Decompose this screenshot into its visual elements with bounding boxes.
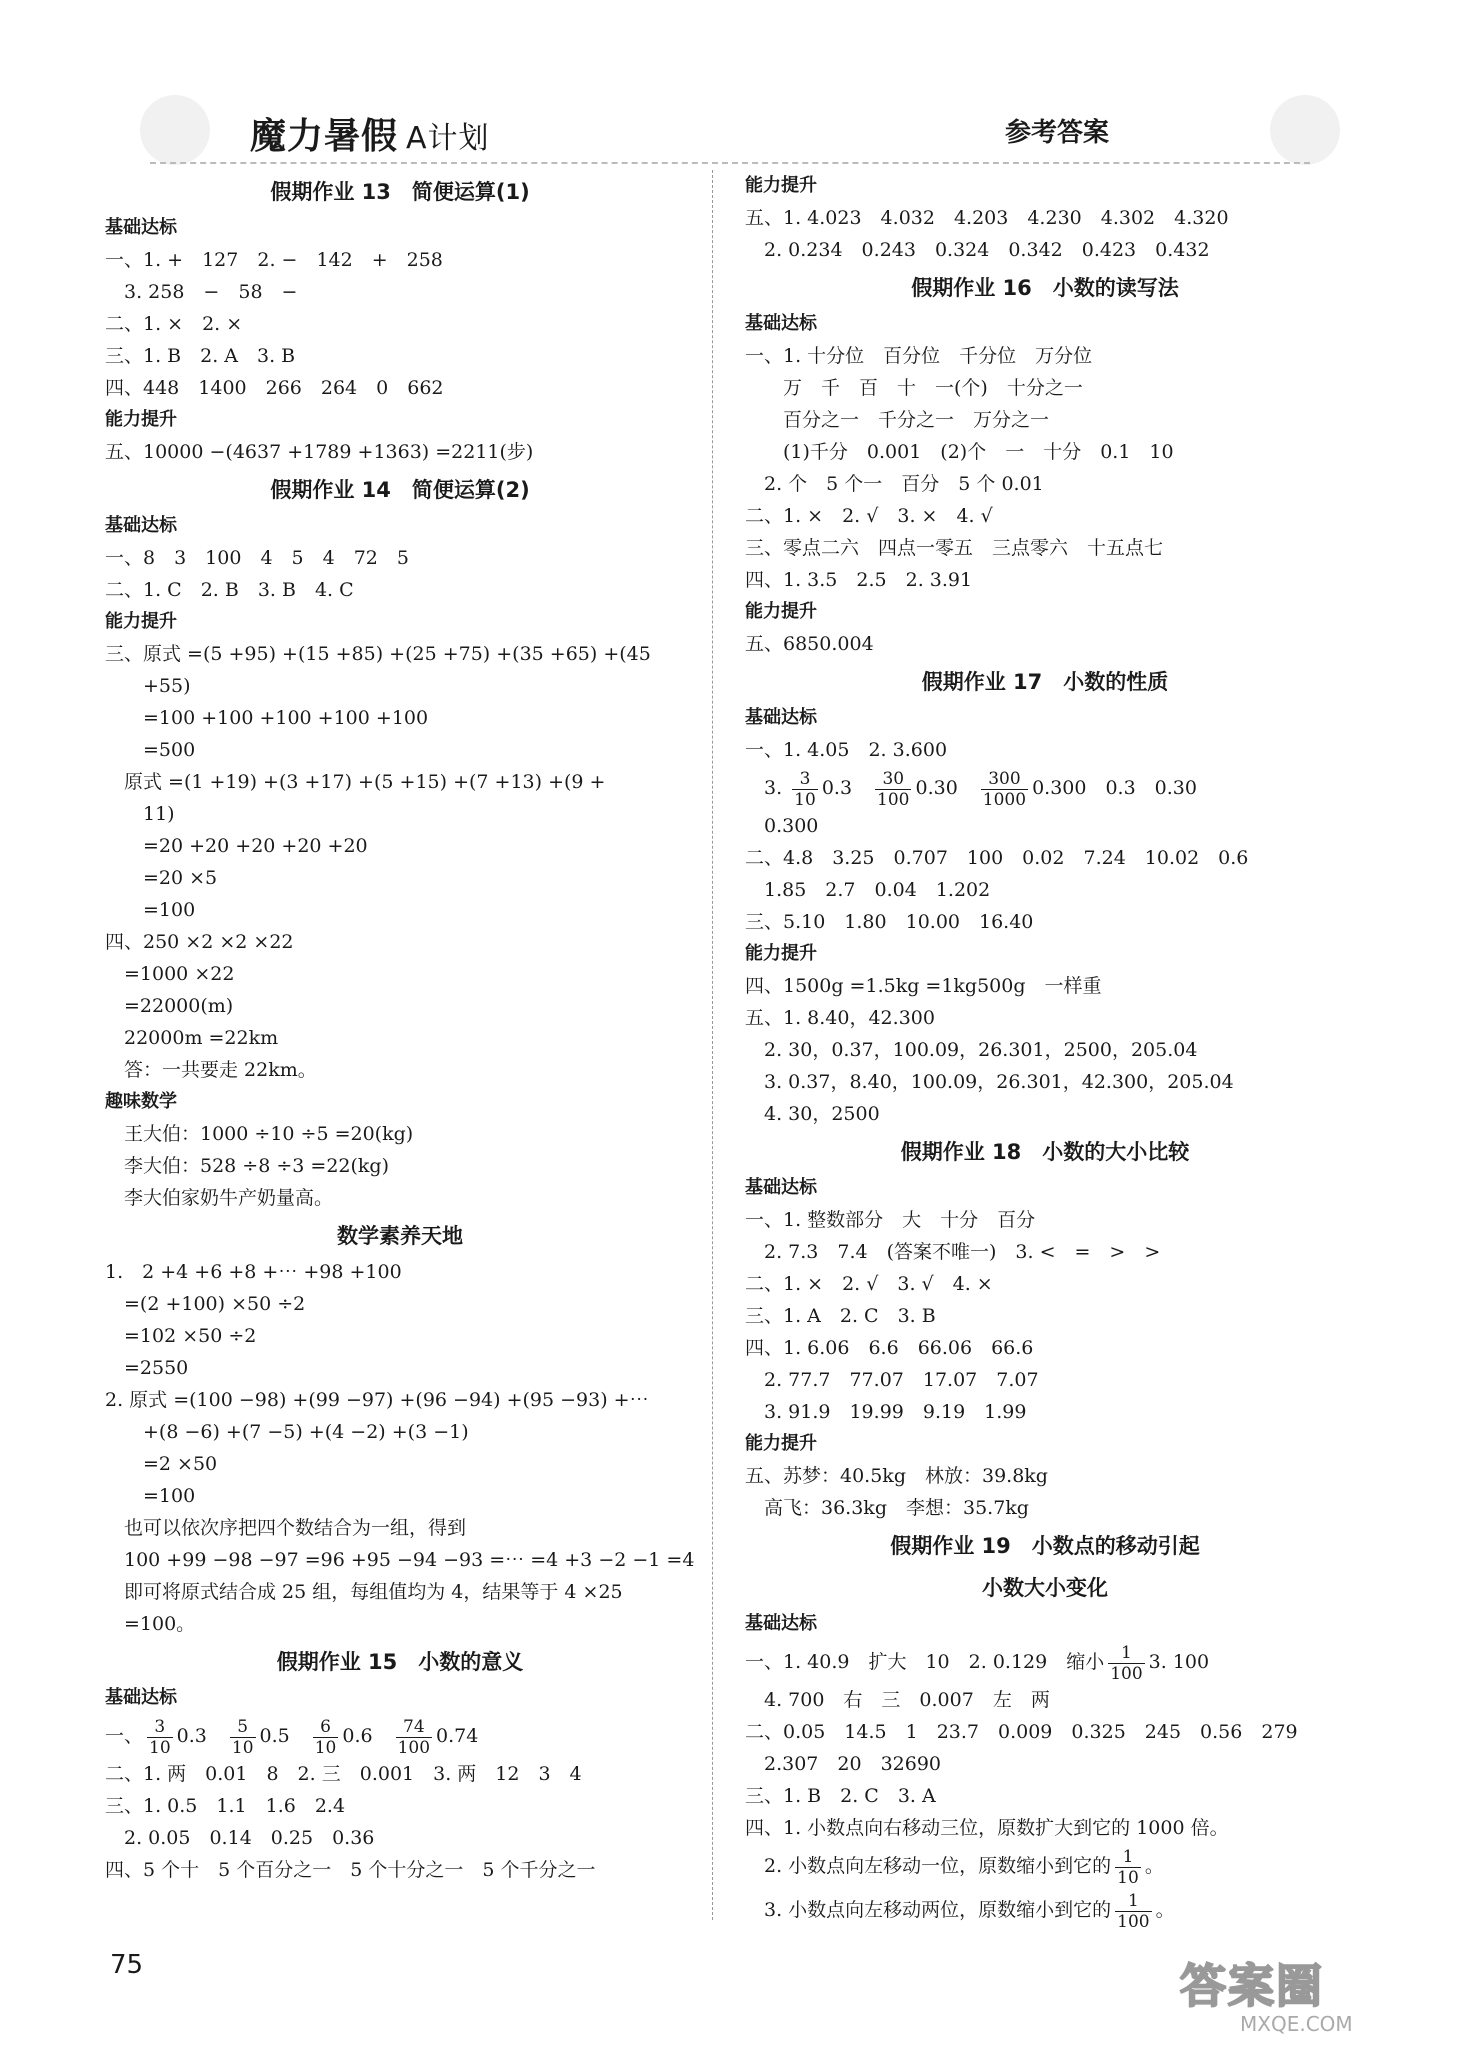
answer-text: 0.3: [821, 777, 872, 799]
section-label: 基础达标: [745, 313, 817, 334]
answer-text: 0.3: [176, 1725, 226, 1747]
answer-line: 一、1. 十分位 百分位 千分位 万分位: [745, 345, 1093, 367]
answer-line: =(2 +100) ×50 ÷2: [105, 1293, 306, 1315]
answer-line: 五、苏梦：40.5kg 林放：39.8kg: [745, 1465, 1048, 1487]
section-label: 能力提升: [105, 611, 177, 632]
answer-line: 也可以依次序把四个数结合为一组，得到: [105, 1517, 467, 1539]
watermark-text: 答案圈: [1180, 1959, 1324, 2013]
answer-line: 四、5 个十 5 个百分之一 5 个十分之一 5 个千分之一: [105, 1859, 596, 1881]
answer-line: =100: [105, 899, 196, 921]
answer-text: 0.30: [915, 777, 977, 799]
assignment-heading: 假期作业 19 小数点的移动引起: [890, 1534, 1200, 1558]
answer-line: =22000(m): [105, 995, 234, 1017]
section-label: 基础达标: [105, 515, 177, 536]
answer-line: 三、原式 =(5 +95) +(15 +85) +(25 +75) +(35 +65) +(45: [105, 643, 651, 665]
section-label: 能力提升: [745, 1433, 817, 1454]
fraction-denominator: 10: [314, 1737, 337, 1758]
column-divider: [712, 170, 713, 1920]
book-title: [250, 108, 490, 159]
answer-line: [745, 1844, 1345, 1888]
section-label: 能力提升: [105, 409, 177, 430]
answer-line: 三、5.10 1.80 10.00 16.40: [745, 911, 1034, 933]
answer-line: 2. 0.234 0.243 0.324 0.342 0.423 0.432: [745, 239, 1210, 261]
answer-line: 二、1. C 2. B 3. B 4. C: [105, 579, 354, 601]
assignment-heading: 假期作业 15 小数的意义: [276, 1650, 524, 1674]
answer-line: 五、10000 −(4637 +1789 +1363) =2211(步): [105, 441, 534, 463]
answer-line: 一、8 3 100 4 5 4 72 5: [105, 547, 409, 569]
fraction-numerator: 1: [1108, 1643, 1144, 1664]
answer-line: 三、1. B 2. C 3. A: [745, 1785, 936, 1807]
fraction-numerator: 1: [1115, 1847, 1141, 1868]
answer-line: 3. 258 − 58 −: [105, 281, 298, 303]
answer-line: 李大伯家奶牛产奶量高。: [105, 1187, 334, 1209]
answer-text: 3.: [745, 777, 789, 799]
fraction-denominator: 100: [1110, 1663, 1143, 1684]
decorative-circle: [140, 95, 210, 165]
fraction: [1115, 1847, 1141, 1888]
answer-line: 二、1. 两 0.01 8 2. 三 0.001 3. 两 12 3 4: [105, 1763, 582, 1785]
answer-line: 三、1. 0.5 1.1 1.6 2.4: [105, 1795, 346, 1817]
fraction-denominator: 10: [1117, 1867, 1139, 1888]
assignment-heading: 数学素养天地: [337, 1224, 463, 1248]
answer-line: 四、448 1400 266 264 0 662: [105, 377, 444, 399]
answer-line: 四、1. 小数点向右移动三位，原数扩大到它的 1000 倍。: [745, 1817, 1229, 1839]
fraction-numerator: 74: [396, 1717, 432, 1738]
answer-line: 高飞：36.3kg 李想：35.7kg: [745, 1497, 1029, 1519]
answer-line: 4. 30，2500: [745, 1103, 880, 1125]
answer-line: 一、1. 4.05 2. 3.600: [745, 739, 948, 761]
answer-text: 0.74: [436, 1725, 479, 1747]
answer-line: 2.307 20 32690: [745, 1753, 942, 1775]
fraction-denominator: 10: [149, 1737, 171, 1758]
answer-line: 2. 0.05 0.14 0.25 0.36: [105, 1827, 375, 1849]
answer-text: 一、1. 40.9 扩大 10 2. 0.129 缩小: [745, 1651, 1105, 1673]
answer-line: +55): [105, 675, 191, 697]
fraction: [230, 1717, 256, 1758]
assignment-heading: 假期作业 17 小数的性质: [921, 670, 1169, 694]
answer-line: =102 ×50 ÷2: [105, 1325, 257, 1347]
answer-line: 三、1. B 2. A 3. B: [105, 345, 296, 367]
answer-line: [745, 1640, 1345, 1684]
answer-text: 3. 100: [1148, 1651, 1210, 1673]
answer-line: 五、1. 8.40，42.300: [745, 1007, 935, 1029]
fraction: [792, 769, 818, 810]
answer-line: 万 千 百 十 一(个) 十分之一: [745, 377, 1083, 399]
answer-line: 2. 77.7 77.07 17.07 7.07: [745, 1369, 1039, 1391]
fraction-denominator: 100: [877, 789, 910, 810]
section-label: 基础达标: [105, 217, 177, 238]
section-label: 能力提升: [745, 943, 817, 964]
answer-line: 2. 个 5 个一 百分 5 个 0.01: [745, 473, 1044, 495]
answer-text: 0.6: [342, 1725, 392, 1747]
assignment-heading: 假期作业 13 简便运算(1): [270, 180, 530, 204]
answer-line: 李大伯：528 ÷8 ÷3 =22(kg): [105, 1155, 389, 1177]
answer-line: 四、1. 3.5 2.5 2. 3.91: [745, 569, 973, 591]
fraction-numerator: 3: [147, 1717, 173, 1738]
answer-text: 。: [1155, 1899, 1175, 1921]
answer-section-title: 参考答案: [1005, 118, 1110, 148]
answer-line: 三、零点二六 四点一零五 三点零六 十五点七: [745, 537, 1164, 559]
assignment-heading: 小数大小变化: [982, 1576, 1108, 1600]
answer-line: 3. 0.37，8.40，100.09，26.301，42.300，205.04: [745, 1071, 1234, 1093]
answer-text: 0.300 0.3 0.30: [1032, 777, 1197, 799]
assignment-heading: 假期作业 14 简便运算(2): [270, 478, 530, 502]
page-number: 75: [110, 1950, 144, 1980]
assignment-heading: 假期作业 18 小数的大小比较: [900, 1140, 1190, 1164]
answer-line: =20 +20 +20 +20 +20: [105, 835, 368, 857]
fraction-numerator: 3: [792, 769, 818, 790]
answer-text: 2. 小数点向左移动一位，原数缩小到它的: [745, 1855, 1112, 1877]
answer-line: [105, 1714, 695, 1758]
section-label: 基础达标: [105, 1687, 177, 1708]
answer-line: =2550: [105, 1357, 189, 1379]
fraction: [313, 1717, 339, 1758]
answer-line: =500: [105, 739, 196, 761]
assignment-heading: 假期作业 16 小数的读写法: [911, 276, 1179, 300]
answer-line: =1000 ×22: [105, 963, 235, 985]
brand-name: 魔力暑假: [250, 116, 399, 157]
answer-line: 4. 700 右 三 0.007 左 两: [745, 1689, 1050, 1711]
fraction-numerator: 300: [981, 769, 1028, 790]
fraction-denominator: 1000: [982, 789, 1027, 810]
fraction-denominator: 10: [794, 789, 816, 810]
answer-line: 即可将原式结合成 25 组，每组值均为 4，结果等于 4 ×25: [105, 1581, 623, 1603]
answer-text: 。: [1144, 1855, 1164, 1877]
answer-line: 五、6850.004: [745, 633, 874, 655]
section-label: 基础达标: [745, 707, 817, 728]
answer-line: 百分之一 千分之一 万分之一: [745, 409, 1050, 431]
answer-line: 11): [105, 803, 175, 825]
answer-line: 0.300: [745, 815, 819, 837]
fraction-denominator: 100: [397, 1737, 431, 1758]
fraction: [1108, 1643, 1144, 1684]
answer-line: 四、1500g =1.5kg =1kg500g 一样重: [745, 975, 1102, 997]
answer-line: 二、1. × 2. √ 3. √ 4. ×: [745, 1273, 993, 1295]
answer-line: (1)千分 0.001 (2)个 一 十分 0.1 10: [745, 441, 1174, 463]
answer-line: =100 +100 +100 +100 +100: [105, 707, 429, 729]
fraction-numerator: 30: [875, 769, 911, 790]
answer-line: 王大伯：1000 ÷10 ÷5 =20(kg): [105, 1123, 414, 1145]
header-divider: [150, 162, 1310, 164]
section-label: 能力提升: [745, 601, 817, 622]
answer-text: 一、: [105, 1725, 144, 1747]
answer-line: 三、1. A 2. C 3. B: [745, 1305, 936, 1327]
answer-line: 一、1. 整数部分 大 十分 百分: [745, 1209, 1036, 1231]
left-column: [105, 170, 695, 1886]
right-column: [745, 170, 1345, 1932]
fraction: [875, 769, 911, 810]
fraction-denominator: 10: [231, 1737, 254, 1758]
answer-line: 1. 2 +4 +6 +8 +⋯ +98 +100: [105, 1261, 402, 1283]
answer-line: 原式 =(1 +19) +(3 +17) +(5 +15) +(7 +13) +(9 +: [105, 771, 606, 793]
answer-line: =100: [105, 1485, 196, 1507]
fraction-numerator: 6: [313, 1717, 339, 1738]
answer-line: 100 +99 −98 −97 =96 +95 −94 −93 =⋯ =4 +3 −2 −1 =4: [105, 1549, 695, 1571]
answer-line: 五、1. 4.023 4.032 4.203 4.230 4.302 4.320: [745, 207, 1229, 229]
answer-text: 3. 小数点向左移动两位，原数缩小到它的: [745, 1899, 1112, 1921]
fraction: [396, 1717, 432, 1758]
answer-line: 答：一共要走 22km。: [105, 1059, 317, 1081]
watermark-logo: [1180, 1950, 1450, 2045]
fraction-numerator: 5: [230, 1717, 256, 1738]
answer-line: 22000m =22km: [105, 1027, 279, 1049]
answer-line: 四、1. 6.06 6.6 66.06 66.6: [745, 1337, 1034, 1359]
answer-line: [745, 766, 1345, 810]
answer-line: =100。: [105, 1613, 196, 1635]
decorative-circle: [1270, 95, 1340, 165]
answer-text: 0.5: [259, 1725, 309, 1747]
answer-line: 2. 30，0.37，100.09，26.301，2500，205.04: [745, 1039, 1198, 1061]
section-label: 能力提升: [745, 175, 817, 196]
brand-subtitle: A计划: [406, 121, 490, 156]
answer-line: =2 ×50: [105, 1453, 218, 1475]
answer-line: 四、250 ×2 ×2 ×22: [105, 931, 294, 953]
answer-line: 二、1. × 2. ×: [105, 313, 243, 335]
fraction-numerator: 1: [1115, 1891, 1151, 1912]
answer-line: 1.85 2.7 0.04 1.202: [745, 879, 991, 901]
answer-line: 3. 91.9 19.99 9.19 1.99: [745, 1401, 1027, 1423]
section-label: 趣味数学: [105, 1091, 177, 1112]
answer-line: 二、4.8 3.25 0.707 100 0.02 7.24 10.02 0.6: [745, 847, 1249, 869]
watermark-url: MXQE.COM: [1240, 2012, 1353, 2036]
answer-line: 2. 7.3 7.4 (答案不唯一) 3. < = > >: [745, 1241, 1161, 1263]
fraction: [1115, 1891, 1151, 1932]
section-label: 基础达标: [745, 1613, 817, 1634]
section-label: 基础达标: [745, 1177, 817, 1198]
answer-line: [745, 1888, 1345, 1932]
answer-line: =20 ×5: [105, 867, 218, 889]
answer-line: +(8 −6) +(7 −5) +(4 −2) +(3 −1): [105, 1421, 469, 1443]
answer-line: 2. 原式 =(100 −98) +(99 −97) +(96 −94) +(95 −93) +⋯: [105, 1389, 649, 1411]
answer-line: 二、0.05 14.5 1 23.7 0.009 0.325 245 0.56 279: [745, 1721, 1298, 1743]
answer-line: 一、1. + 127 2. − 142 + 258: [105, 249, 443, 271]
answer-line: 二、1. × 2. √ 3. × 4. √: [745, 505, 993, 527]
fraction: [147, 1717, 173, 1758]
fraction-denominator: 100: [1117, 1911, 1150, 1932]
fraction: [981, 769, 1028, 810]
page-header: [0, 0, 1458, 175]
